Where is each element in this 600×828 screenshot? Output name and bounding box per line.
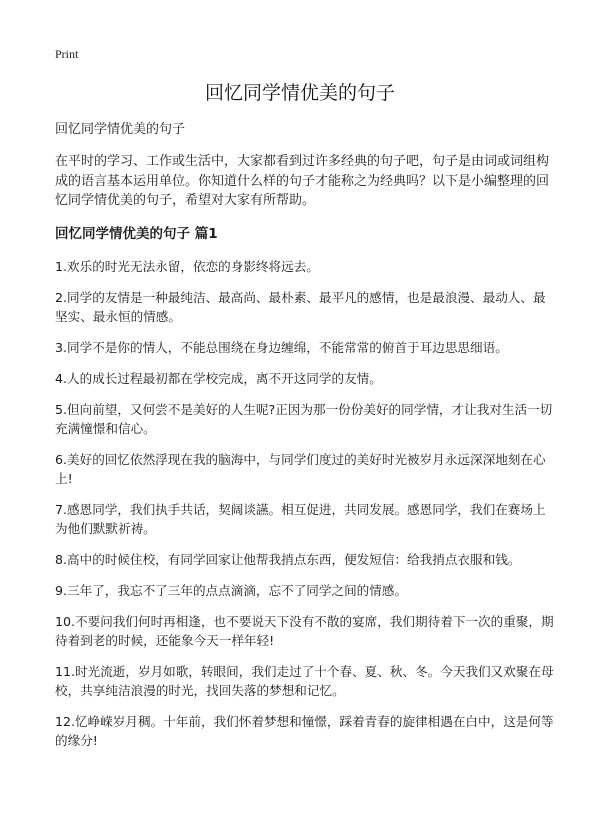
list-item: 3.同学不是你的情人，不能总围绕在身边缠绵，不能常常的俯首于耳边思思细语。: [55, 339, 508, 355]
list-item: 2.同学的友情是一种最纯洁、最高尚、最朴素、最平凡的感情，也是最浪漫、最动人、最坚实、最永恒的情感。: [55, 289, 546, 324]
list-item: 12.忆峥嵘岁月稠。十年前，我们怀着梦想和憧憬，踩着青春的旋律相遇在白中，这是何等的缘分!: [55, 713, 554, 748]
intro-paragraph: 在平时的学习、工作或生活中，大家都看到过许多经典的句子吧，句子是由词或词组构成的语言基本运用单位。你知道什么样的句子才能称之为经典吗？以下是小编整理的回忆同学情优美的句子，希望对大家有所帮助。: [55, 154, 550, 208]
article-subtitle: 回忆同学情优美的句子: [55, 122, 186, 137]
print-link[interactable]: Print: [55, 47, 79, 61]
article-body: [55, 120, 554, 762]
list-item: 8.高中的时候住校，有同学回家让他帮我捎点东西，便发短信：给我捎点衣服和钱。: [55, 551, 521, 567]
list-item: 9.三年了，我忘不了三年的点点滴滴，忘不了同学之间的情感。: [55, 582, 408, 598]
list-item: 11.时光流逝，岁月如歌，转眼间，我们走过了十个春、夏、秋、冬。今天我们又欢聚在母校，共享纯洁浪漫的时光，找回失落的梦想和记忆。: [55, 663, 554, 698]
section-heading: 回忆同学情优美的句子 篇1: [55, 225, 218, 242]
list-item: 10.不要问我们何时再相逢，也不要说天下没有不散的宴席，我们期待着下一次的重聚，期待着到老的时候，还能象今天一样年轻!: [55, 613, 554, 648]
list-item: 1.欢乐的时光无法永留，依恋的身影终将远去。: [55, 258, 319, 274]
list-item: 7.感恩同学，我们执手共话，契阔谈讌。相互促进，共同发展。感恩同学，我们在赛场上为他们默默祈祷。: [55, 501, 546, 536]
list-item: 4.人的成长过程最初都在学校完成，离不开这同学的友情。: [55, 370, 382, 386]
list-item: 6.美好的回忆依然浮现在我的脑海中，与同学们度过的美好时光被岁月永远深深地刻在心上!: [55, 451, 546, 486]
list-item: 5.但向前望，又何尝不是美好的人生呢?正因为那一份份美好的同学情，才让我对生活一切充满憧憬和信心。: [55, 401, 553, 436]
page-title: 回忆同学情优美的句子: [204, 82, 395, 104]
